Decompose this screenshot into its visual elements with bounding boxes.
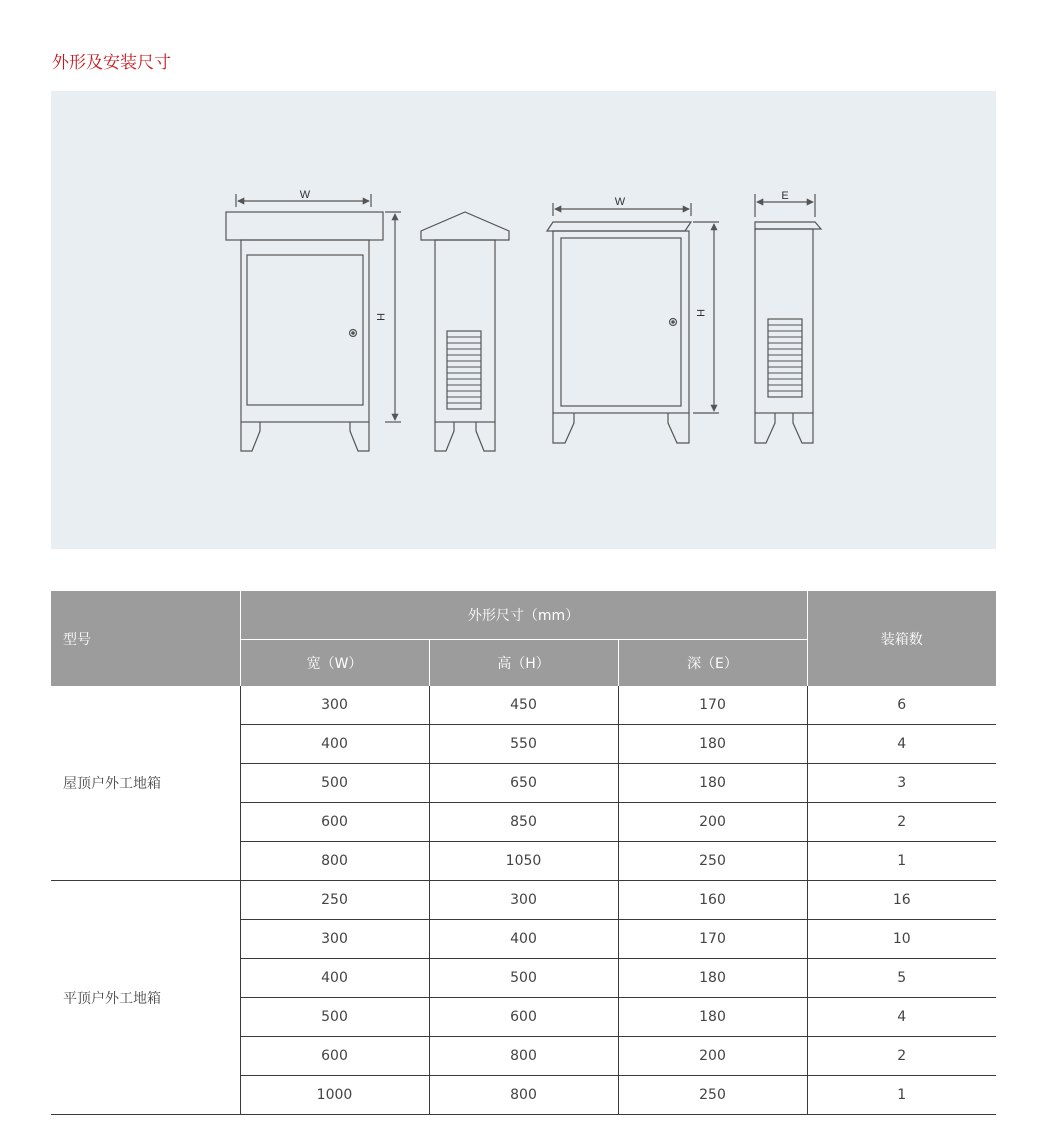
cell-width: 800 [240, 842, 429, 881]
cell-depth: 250 [618, 1076, 807, 1115]
cell-height: 600 [429, 998, 618, 1037]
cell-height: 400 [429, 920, 618, 959]
header-model: 型号 [51, 591, 240, 686]
cell-height: 800 [429, 1037, 618, 1076]
cell-depth: 250 [618, 842, 807, 881]
cell-qty: 5 [807, 959, 996, 998]
cell-width: 300 [240, 920, 429, 959]
cell-height: 850 [429, 803, 618, 842]
cell-width: 250 [240, 881, 429, 920]
cell-height: 1050 [429, 842, 618, 881]
cell-height: 500 [429, 959, 618, 998]
cell-qty: 10 [807, 920, 996, 959]
cell-qty: 3 [807, 764, 996, 803]
header-height: 高（H） [429, 640, 618, 687]
header-dims-group: 外形尺寸（mm） [240, 591, 807, 640]
dim-w-label-2: W [614, 196, 626, 208]
dim-h-label-1: H [374, 313, 386, 321]
cell-qty: 2 [807, 1037, 996, 1076]
cell-width: 500 [240, 998, 429, 1037]
cell-width: 1000 [240, 1076, 429, 1115]
cell-height: 450 [429, 686, 618, 725]
header-depth: 深（E） [618, 640, 807, 687]
dim-e-label: E [781, 190, 789, 202]
cell-depth: 180 [618, 764, 807, 803]
cell-depth: 200 [618, 803, 807, 842]
cell-depth: 160 [618, 881, 807, 920]
table-row [51, 686, 996, 725]
cell-qty: 4 [807, 998, 996, 1037]
cell-height: 650 [429, 764, 618, 803]
model-name-flat: 平顶户外工地箱 [51, 881, 240, 1115]
cell-width: 300 [240, 686, 429, 725]
cell-width: 600 [240, 1037, 429, 1076]
dim-h-label-2: H [694, 309, 706, 317]
cell-width: 400 [240, 959, 429, 998]
dimension-diagram-panel [51, 91, 996, 549]
cell-qty: 1 [807, 1076, 996, 1115]
cell-height: 300 [429, 881, 618, 920]
flat-cabinet-front-view [547, 203, 719, 443]
cell-qty: 1 [807, 842, 996, 881]
cell-depth: 200 [618, 1037, 807, 1076]
roof-cabinet-side-view [421, 212, 509, 451]
cell-depth: 180 [618, 998, 807, 1037]
cell-depth: 180 [618, 959, 807, 998]
dim-w-label-1: W [299, 189, 311, 201]
cell-width: 500 [240, 764, 429, 803]
cell-qty: 6 [807, 686, 996, 725]
model-name-roof: 屋顶户外工地箱 [51, 686, 240, 881]
cell-depth: 180 [618, 725, 807, 764]
cell-depth: 170 [618, 920, 807, 959]
cell-height: 550 [429, 725, 618, 764]
cell-qty: 4 [807, 725, 996, 764]
cell-qty: 16 [807, 881, 996, 920]
cell-width: 600 [240, 803, 429, 842]
spec-table [51, 591, 996, 1115]
section-title: 外形及安装尺寸 [52, 53, 171, 73]
flat-cabinet-side-view [755, 194, 821, 443]
cell-height: 800 [429, 1076, 618, 1115]
table-row [51, 881, 996, 920]
dimension-diagram [51, 91, 996, 549]
cell-width: 400 [240, 725, 429, 764]
header-width: 宽（W） [240, 640, 429, 687]
roof-cabinet-front-view [226, 194, 401, 451]
header-qty: 装箱数 [807, 591, 996, 686]
cell-qty: 2 [807, 803, 996, 842]
cell-depth: 170 [618, 686, 807, 725]
